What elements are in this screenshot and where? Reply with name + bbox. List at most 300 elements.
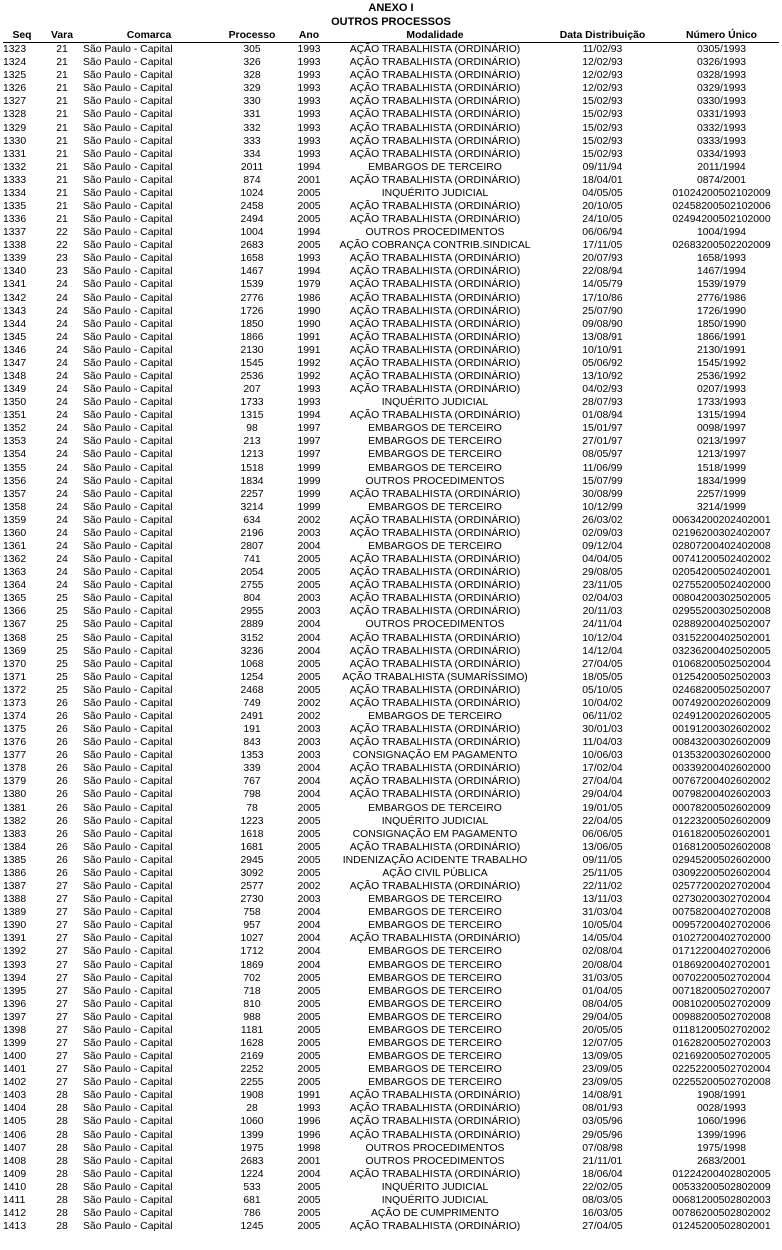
cell-vara: 21 bbox=[56, 148, 68, 160]
cell-data-distribuicao: 27/04/05 bbox=[582, 1221, 623, 1233]
cell-processo: 2807 bbox=[240, 541, 264, 552]
table-row bbox=[3, 645, 779, 658]
cell-numero-unico: 01254200502502003 bbox=[672, 671, 771, 683]
cell-comarca: São Paulo - Capital bbox=[83, 776, 173, 788]
cell-ano: 1994 bbox=[297, 227, 321, 239]
cell-processo: 718 bbox=[243, 985, 261, 997]
cell-ano: 2005 bbox=[297, 1181, 321, 1193]
cell-comarca: São Paulo - Capital bbox=[83, 305, 173, 317]
table-row bbox=[3, 605, 779, 618]
cell-modalidade: AÇÃO TRABALHISTA (ORDINÁRIO) bbox=[349, 344, 521, 356]
cell-seq: 1353 bbox=[3, 436, 27, 448]
cell-vara: 26 bbox=[56, 854, 68, 866]
cell-vara: 27 bbox=[56, 1037, 68, 1049]
cell-ano: 2005 bbox=[297, 214, 321, 226]
column-header-vara: Vara bbox=[41, 29, 83, 43]
cell-data-distribuicao: 31/03/05 bbox=[582, 972, 623, 984]
cell-processo: 1315 bbox=[240, 410, 264, 422]
cell-comarca: São Paulo - Capital bbox=[83, 671, 173, 683]
table-row bbox=[3, 448, 779, 461]
cell-ano: 2005 bbox=[297, 684, 321, 696]
cell-processo: 2755 bbox=[240, 580, 264, 592]
cell-numero-unico: 0326/1993 bbox=[696, 57, 747, 69]
cell-seq: 1348 bbox=[3, 370, 27, 382]
cell-ano: 1999 bbox=[297, 462, 321, 474]
cell-numero-unico: 1975/1998 bbox=[696, 1142, 747, 1154]
cell-modalidade: AÇÃO TRABALHISTA (ORDINÁRIO) bbox=[349, 580, 521, 592]
table-row bbox=[3, 1037, 779, 1050]
cell-comarca: São Paulo - Capital bbox=[83, 1103, 173, 1115]
cell-ano: 1993 bbox=[297, 148, 321, 160]
cell-vara: 26 bbox=[56, 711, 68, 723]
cell-modalidade: AÇÃO TRABALHISTA (ORDINÁRIO) bbox=[349, 214, 521, 226]
cell-processo: 1908 bbox=[240, 1090, 264, 1102]
cell-seq: 1378 bbox=[3, 763, 27, 775]
cell-modalidade: AÇÃO TRABALHISTA (ORDINÁRIO) bbox=[349, 1103, 521, 1115]
cell-seq: 1385 bbox=[3, 854, 27, 866]
cell-processo: 2494 bbox=[240, 214, 264, 226]
cell-data-distribuicao: 06/06/94 bbox=[582, 227, 623, 239]
cell-seq: 1397 bbox=[3, 1011, 27, 1023]
cell-data-distribuicao: 14/08/91 bbox=[582, 1090, 623, 1102]
cell-data-distribuicao: 22/04/05 bbox=[582, 815, 623, 827]
cell-ano: 2003 bbox=[297, 527, 321, 539]
cell-vara: 25 bbox=[56, 671, 68, 683]
cell-modalidade: AÇÃO TRABALHISTA (ORDINÁRIO) bbox=[349, 1116, 521, 1128]
cell-seq: 1370 bbox=[3, 658, 27, 670]
cell-vara: 27 bbox=[56, 920, 68, 932]
cell-comarca: São Paulo - Capital bbox=[83, 985, 173, 997]
cell-processo: 1245 bbox=[240, 1221, 264, 1233]
cell-modalidade: AÇÃO TRABALHISTA (ORDINÁRIO) bbox=[349, 70, 521, 82]
cell-vara: 27 bbox=[56, 907, 68, 919]
table-row bbox=[3, 1115, 779, 1128]
cell-data-distribuicao: 04/04/05 bbox=[582, 554, 623, 566]
cell-modalidade: AÇÃO TRABALHISTA (ORDINÁRIO) bbox=[349, 266, 521, 278]
cell-ano: 2005 bbox=[297, 1194, 321, 1206]
cell-comarca: São Paulo - Capital bbox=[83, 96, 173, 108]
cell-processo: 328 bbox=[243, 70, 261, 82]
cell-processo: 1850 bbox=[240, 318, 264, 330]
cell-modalidade: AÇÃO DE CUMPRIMENTO bbox=[371, 1207, 499, 1219]
table-row bbox=[3, 802, 779, 815]
cell-ano: 2004 bbox=[297, 645, 321, 657]
cell-ano: 1993 bbox=[297, 96, 321, 108]
cell-processo: 1975 bbox=[240, 1142, 264, 1154]
cell-numero-unico: 00843200302602009 bbox=[672, 737, 771, 749]
cell-modalidade: AÇÃO TRABALHISTA (ORDINÁRIO) bbox=[349, 1129, 521, 1141]
cell-vara: 28 bbox=[56, 1194, 68, 1206]
column-header-data-distribuicao: Data Distribuição bbox=[541, 29, 664, 43]
cell-seq: 1356 bbox=[3, 475, 27, 487]
cell-modalidade: EMBARGOS DE TERCEIRO bbox=[368, 1024, 502, 1036]
cell-vara: 21 bbox=[56, 122, 68, 134]
cell-ano: 2005 bbox=[297, 580, 321, 592]
table-row bbox=[3, 95, 779, 108]
cell-seq: 1343 bbox=[3, 305, 27, 317]
table-row bbox=[3, 1194, 779, 1207]
cell-processo: 843 bbox=[243, 737, 261, 749]
cell-ano: 2004 bbox=[297, 946, 321, 958]
cell-seq: 1373 bbox=[3, 697, 27, 709]
cell-seq: 1335 bbox=[3, 200, 27, 212]
cell-processo: 634 bbox=[243, 514, 261, 526]
cell-data-distribuicao: 29/08/05 bbox=[582, 567, 623, 579]
cell-numero-unico: 01712200402702006 bbox=[672, 946, 771, 958]
cell-vara: 27 bbox=[56, 1064, 68, 1076]
cell-numero-unico: 02054200502402001 bbox=[672, 567, 771, 579]
table-row bbox=[3, 697, 779, 710]
cell-data-distribuicao: 14/12/04 bbox=[582, 645, 623, 657]
cell-modalidade: AÇÃO TRABALHISTA (ORDINÁRIO) bbox=[349, 44, 521, 56]
cell-processo: 1539 bbox=[240, 279, 264, 291]
cell-seq: 1325 bbox=[3, 70, 27, 82]
cell-processo: 329 bbox=[243, 83, 261, 95]
cell-ano: 2005 bbox=[297, 240, 321, 252]
cell-data-distribuicao: 14/05/04 bbox=[582, 933, 623, 945]
cell-numero-unico: 00758200402702008 bbox=[672, 907, 771, 919]
cell-comarca: São Paulo - Capital bbox=[83, 1194, 173, 1206]
cell-ano: 2004 bbox=[297, 959, 321, 971]
cell-comarca: São Paulo - Capital bbox=[83, 815, 173, 827]
cell-numero-unico: 00988200502702008 bbox=[672, 1011, 771, 1023]
column-header-modalidade: Modalidade bbox=[329, 29, 541, 43]
cell-ano: 1993 bbox=[297, 135, 321, 147]
table-row bbox=[3, 867, 779, 880]
table-row bbox=[3, 658, 779, 671]
cell-seq: 1380 bbox=[3, 789, 27, 801]
column-header-ano: Ano bbox=[289, 29, 329, 43]
table-row bbox=[3, 121, 779, 134]
table-row bbox=[3, 409, 779, 422]
cell-data-distribuicao: 10/12/99 bbox=[582, 501, 623, 513]
cell-processo: 1224 bbox=[240, 1168, 264, 1180]
cell-data-distribuicao: 05/10/05 bbox=[582, 684, 623, 696]
cell-comarca: São Paulo - Capital bbox=[83, 697, 173, 709]
cell-modalidade: AÇÃO TRABALHISTA (ORDINÁRIO) bbox=[349, 789, 521, 801]
cell-processo: 2196 bbox=[240, 527, 264, 539]
cell-data-distribuicao: 12/02/93 bbox=[582, 70, 623, 82]
cell-vara: 26 bbox=[56, 697, 68, 709]
cell-seq: 1330 bbox=[3, 135, 27, 147]
cell-numero-unico: 02255200502702008 bbox=[672, 1077, 771, 1089]
table-row bbox=[3, 906, 779, 919]
cell-comarca: São Paulo - Capital bbox=[83, 200, 173, 212]
cell-comarca: São Paulo - Capital bbox=[83, 867, 173, 879]
cell-seq: 1328 bbox=[3, 109, 27, 121]
cell-comarca: São Paulo - Capital bbox=[83, 1181, 173, 1193]
cell-ano: 1998 bbox=[297, 1142, 321, 1154]
cell-seq: 1389 bbox=[3, 907, 27, 919]
cell-comarca: São Paulo - Capital bbox=[83, 1024, 173, 1036]
table-row bbox=[3, 1168, 779, 1181]
cell-seq: 1393 bbox=[3, 959, 27, 971]
cell-data-distribuicao: 20/08/04 bbox=[582, 959, 623, 971]
cell-comarca: São Paulo - Capital bbox=[83, 331, 173, 343]
cell-modalidade: AÇÃO TRABALHISTA (ORDINÁRIO) bbox=[349, 370, 521, 382]
table-row bbox=[3, 82, 779, 95]
cell-data-distribuicao: 09/11/05 bbox=[582, 854, 623, 866]
cell-modalidade: AÇÃO TRABALHISTA (ORDINÁRIO) bbox=[349, 331, 521, 343]
cell-seq: 1367 bbox=[3, 619, 27, 631]
cell-comarca: São Paulo - Capital bbox=[83, 449, 173, 461]
cell-ano: 2004 bbox=[297, 1168, 321, 1180]
cell-ano: 2005 bbox=[297, 554, 321, 566]
cell-modalidade: AÇÃO TRABALHISTA (ORDINÁRIO) bbox=[349, 514, 521, 526]
table-row bbox=[3, 148, 779, 161]
table-row bbox=[3, 1063, 779, 1076]
cell-numero-unico: 00767200402602002 bbox=[672, 776, 771, 788]
cell-numero-unico: 0028/1993 bbox=[696, 1103, 747, 1115]
cell-vara: 24 bbox=[56, 475, 68, 487]
cell-seq: 1324 bbox=[3, 57, 27, 69]
cell-data-distribuicao: 25/07/90 bbox=[582, 305, 623, 317]
cell-seq: 1398 bbox=[3, 1024, 27, 1036]
cell-comarca: São Paulo - Capital bbox=[83, 357, 173, 369]
cell-seq: 1400 bbox=[3, 1051, 27, 1063]
cell-processo: 1223 bbox=[240, 815, 264, 827]
cell-vara: 24 bbox=[56, 318, 68, 330]
table-row bbox=[3, 475, 779, 488]
cell-processo: 3152 bbox=[240, 632, 264, 644]
cell-comarca: São Paulo - Capital bbox=[83, 187, 173, 199]
table-row bbox=[3, 972, 779, 985]
cell-processo: 2536 bbox=[240, 370, 264, 382]
cell-ano: 1993 bbox=[297, 397, 321, 409]
cell-processo: 798 bbox=[243, 789, 261, 801]
header-row bbox=[3, 29, 779, 43]
cell-comarca: São Paulo - Capital bbox=[83, 606, 173, 618]
cell-processo: 2130 bbox=[240, 344, 264, 356]
cell-seq: 1336 bbox=[3, 214, 27, 226]
cell-vara: 26 bbox=[56, 737, 68, 749]
cell-numero-unico: 01224200402802005 bbox=[672, 1168, 771, 1180]
cell-vara: 25 bbox=[56, 593, 68, 605]
cell-data-distribuicao: 04/05/05 bbox=[582, 187, 623, 199]
cell-modalidade: INQUÉRITO JUDICIAL bbox=[381, 397, 489, 409]
table-row bbox=[3, 291, 779, 304]
cell-ano: 2005 bbox=[297, 1221, 321, 1233]
cell-vara: 21 bbox=[56, 174, 68, 186]
cell-processo: 2730 bbox=[240, 894, 264, 906]
cell-vara: 24 bbox=[56, 501, 68, 513]
cell-seq: 1388 bbox=[3, 894, 27, 906]
cell-numero-unico: 00810200502702009 bbox=[672, 998, 771, 1010]
cell-modalidade: AÇÃO TRABALHISTA (SUMARÍSSIMO) bbox=[342, 671, 528, 683]
cell-vara: 27 bbox=[56, 959, 68, 971]
cell-processo: 2011 bbox=[240, 161, 264, 173]
cell-seq: 1334 bbox=[3, 187, 27, 199]
cell-processo: 1060 bbox=[240, 1116, 264, 1128]
cell-comarca: São Paulo - Capital bbox=[83, 488, 173, 500]
cell-modalidade: AÇÃO TRABALHISTA (ORDINÁRIO) bbox=[349, 697, 521, 709]
cell-seq: 1326 bbox=[3, 83, 27, 95]
cell-numero-unico: 00339200402602000 bbox=[672, 763, 771, 775]
cell-processo: 810 bbox=[243, 998, 261, 1010]
cell-data-distribuicao: 15/02/93 bbox=[582, 135, 623, 147]
column-header-processo: Processo bbox=[215, 29, 289, 43]
cell-seq: 1371 bbox=[3, 671, 27, 683]
cell-processo: 207 bbox=[243, 384, 261, 396]
cell-numero-unico: 0098/1997 bbox=[696, 423, 747, 435]
cell-data-distribuicao: 06/11/02 bbox=[582, 711, 623, 723]
cell-processo: 957 bbox=[243, 920, 261, 932]
cell-data-distribuicao: 10/05/04 bbox=[582, 920, 623, 932]
cell-comarca: São Paulo - Capital bbox=[83, 737, 173, 749]
cell-comarca: São Paulo - Capital bbox=[83, 462, 173, 474]
cell-comarca: São Paulo - Capital bbox=[83, 933, 173, 945]
cell-processo: 2468 bbox=[240, 684, 264, 696]
table-row bbox=[3, 1155, 779, 1168]
cell-seq: 1413 bbox=[3, 1221, 27, 1233]
cell-vara: 21 bbox=[56, 70, 68, 82]
cell-modalidade: EMBARGOS DE TERCEIRO bbox=[368, 1077, 502, 1089]
cell-ano: 1993 bbox=[297, 384, 321, 396]
cell-vara: 27 bbox=[56, 933, 68, 945]
cell-data-distribuicao: 24/10/05 bbox=[582, 214, 623, 226]
cell-numero-unico: 1545/1992 bbox=[696, 357, 747, 369]
cell-processo: 1353 bbox=[240, 750, 264, 762]
cell-data-distribuicao: 27/04/04 bbox=[582, 776, 623, 788]
cell-data-distribuicao: 15/01/97 bbox=[582, 423, 623, 435]
cell-processo: 2491 bbox=[240, 711, 264, 723]
cell-vara: 27 bbox=[56, 1024, 68, 1036]
cell-modalidade: AÇÃO TRABALHISTA (ORDINÁRIO) bbox=[349, 527, 521, 539]
cell-processo: 1733 bbox=[240, 397, 264, 409]
cell-modalidade: AÇÃO TRABALHISTA (ORDINÁRIO) bbox=[349, 488, 521, 500]
cell-data-distribuicao: 29/05/96 bbox=[582, 1129, 623, 1141]
cell-processo: 2255 bbox=[240, 1077, 264, 1089]
cell-ano: 2005 bbox=[297, 985, 321, 997]
cell-seq: 1364 bbox=[3, 580, 27, 592]
cell-data-distribuicao: 01/04/05 bbox=[582, 985, 623, 997]
cell-processo: 2458 bbox=[240, 200, 264, 212]
cell-ano: 2005 bbox=[297, 854, 321, 866]
cell-modalidade: INDENIZAÇÃO ACIDENTE TRABALHO bbox=[342, 854, 528, 866]
cell-numero-unico: 3214/1999 bbox=[696, 501, 747, 513]
cell-modalidade: AÇÃO TRABALHISTA (ORDINÁRIO) bbox=[349, 684, 521, 696]
table-row bbox=[3, 1050, 779, 1063]
cell-data-distribuicao: 05/06/92 bbox=[582, 357, 623, 369]
cell-seq: 1346 bbox=[3, 344, 27, 356]
table-row bbox=[3, 749, 779, 762]
cell-data-distribuicao: 27/01/97 bbox=[582, 436, 623, 448]
cell-processo: 1024 bbox=[240, 187, 264, 199]
cell-ano: 2001 bbox=[297, 1155, 321, 1167]
cell-ano: 1999 bbox=[297, 501, 321, 513]
cell-ano: 2005 bbox=[297, 802, 321, 814]
cell-data-distribuicao: 30/08/99 bbox=[582, 488, 623, 500]
cell-seq: 1411 bbox=[3, 1194, 26, 1206]
cell-data-distribuicao: 20/10/05 bbox=[582, 200, 623, 212]
cell-vara: 24 bbox=[56, 541, 68, 552]
cell-data-distribuicao: 09/12/04 bbox=[582, 541, 623, 552]
cell-ano: 1990 bbox=[297, 305, 321, 317]
table-header bbox=[3, 29, 779, 43]
cell-modalidade: CONSIGNAÇÃO EM PAGAMENTO bbox=[352, 750, 518, 762]
cell-ano: 2005 bbox=[297, 828, 321, 840]
table-row bbox=[3, 1076, 779, 1089]
cell-comarca: São Paulo - Capital bbox=[83, 593, 173, 605]
cell-comarca: São Paulo - Capital bbox=[83, 344, 173, 356]
cell-seq: 1376 bbox=[3, 737, 27, 749]
cell-comarca: São Paulo - Capital bbox=[83, 1155, 173, 1167]
cell-vara: 24 bbox=[56, 370, 68, 382]
table-row bbox=[3, 501, 779, 514]
cell-processo: 681 bbox=[243, 1194, 261, 1206]
table-row bbox=[3, 618, 779, 631]
cell-data-distribuicao: 08/05/97 bbox=[582, 449, 623, 461]
cell-vara: 21 bbox=[56, 200, 68, 212]
cell-vara: 23 bbox=[56, 253, 68, 265]
cell-processo: 1834 bbox=[240, 475, 264, 487]
cell-vara: 26 bbox=[56, 763, 68, 775]
cell-numero-unico: 02683200502202009 bbox=[672, 240, 771, 252]
cell-modalidade: EMBARGOS DE TERCEIRO bbox=[368, 161, 502, 173]
cell-seq: 1392 bbox=[3, 946, 27, 958]
cell-modalidade: EMBARGOS DE TERCEIRO bbox=[368, 423, 502, 435]
cell-vara: 27 bbox=[56, 946, 68, 958]
cell-comarca: São Paulo - Capital bbox=[83, 619, 173, 631]
cell-data-distribuicao: 11/06/99 bbox=[582, 462, 623, 474]
table-row bbox=[3, 187, 779, 200]
cell-vara: 26 bbox=[56, 724, 68, 736]
cell-vara: 24 bbox=[56, 527, 68, 539]
cell-seq: 1366 bbox=[3, 606, 27, 618]
cell-modalidade: AÇÃO TRABALHISTA (ORDINÁRIO) bbox=[349, 318, 521, 330]
table-row bbox=[3, 1207, 779, 1220]
cell-seq: 1394 bbox=[3, 972, 27, 984]
cell-ano: 1993 bbox=[297, 57, 321, 69]
cell-modalidade: EMBARGOS DE TERCEIRO bbox=[368, 920, 502, 932]
cell-data-distribuicao: 23/09/05 bbox=[582, 1064, 623, 1076]
cell-modalidade: AÇÃO TRABALHISTA (ORDINÁRIO) bbox=[349, 148, 521, 160]
cell-processo: 305 bbox=[243, 44, 261, 56]
cell-numero-unico: 01628200502702003 bbox=[672, 1037, 771, 1049]
table-row bbox=[3, 880, 779, 893]
cell-data-distribuicao: 03/05/96 bbox=[582, 1116, 623, 1128]
cell-modalidade: EMBARGOS DE TERCEIRO bbox=[368, 1037, 502, 1049]
cell-seq: 1383 bbox=[3, 828, 27, 840]
cell-numero-unico: 02252200502702004 bbox=[672, 1064, 771, 1076]
cell-modalidade: AÇÃO TRABALHISTA (ORDINÁRIO) bbox=[349, 554, 521, 566]
table-row bbox=[3, 854, 779, 867]
cell-data-distribuicao: 17/02/04 bbox=[582, 763, 623, 775]
cell-data-distribuicao: 23/11/05 bbox=[582, 580, 623, 592]
cell-data-distribuicao: 12/02/93 bbox=[582, 83, 623, 95]
cell-modalidade: AÇÃO COBRANÇA CONTRIB.SINDICAL bbox=[339, 240, 531, 252]
cell-vara: 24 bbox=[56, 436, 68, 448]
cell-comarca: São Paulo - Capital bbox=[83, 881, 173, 893]
cell-comarca: São Paulo - Capital bbox=[83, 1037, 173, 1049]
cell-modalidade: AÇÃO TRABALHISTA (ORDINÁRIO) bbox=[349, 292, 521, 304]
cell-processo: 758 bbox=[243, 907, 261, 919]
cell-comarca: São Paulo - Capital bbox=[83, 148, 173, 160]
cell-processo: 1726 bbox=[240, 305, 264, 317]
cell-data-distribuicao: 27/04/05 bbox=[582, 658, 623, 670]
cell-modalidade: AÇÃO TRABALHISTA (ORDINÁRIO) bbox=[349, 109, 521, 121]
cell-ano: 2002 bbox=[297, 697, 321, 709]
cell-modalidade: AÇÃO TRABALHISTA (ORDINÁRIO) bbox=[349, 737, 521, 749]
cell-processo: 213 bbox=[243, 436, 261, 448]
cell-vara: 22 bbox=[56, 227, 68, 239]
cell-data-distribuicao: 29/04/05 bbox=[582, 1011, 623, 1023]
cell-data-distribuicao: 13/11/03 bbox=[582, 894, 623, 906]
cell-seq: 1361 bbox=[3, 541, 27, 552]
cell-modalidade: EMBARGOS DE TERCEIRO bbox=[368, 1064, 502, 1076]
cell-vara: 24 bbox=[56, 488, 68, 500]
cell-modalidade: AÇÃO TRABALHISTA (ORDINÁRIO) bbox=[349, 763, 521, 775]
